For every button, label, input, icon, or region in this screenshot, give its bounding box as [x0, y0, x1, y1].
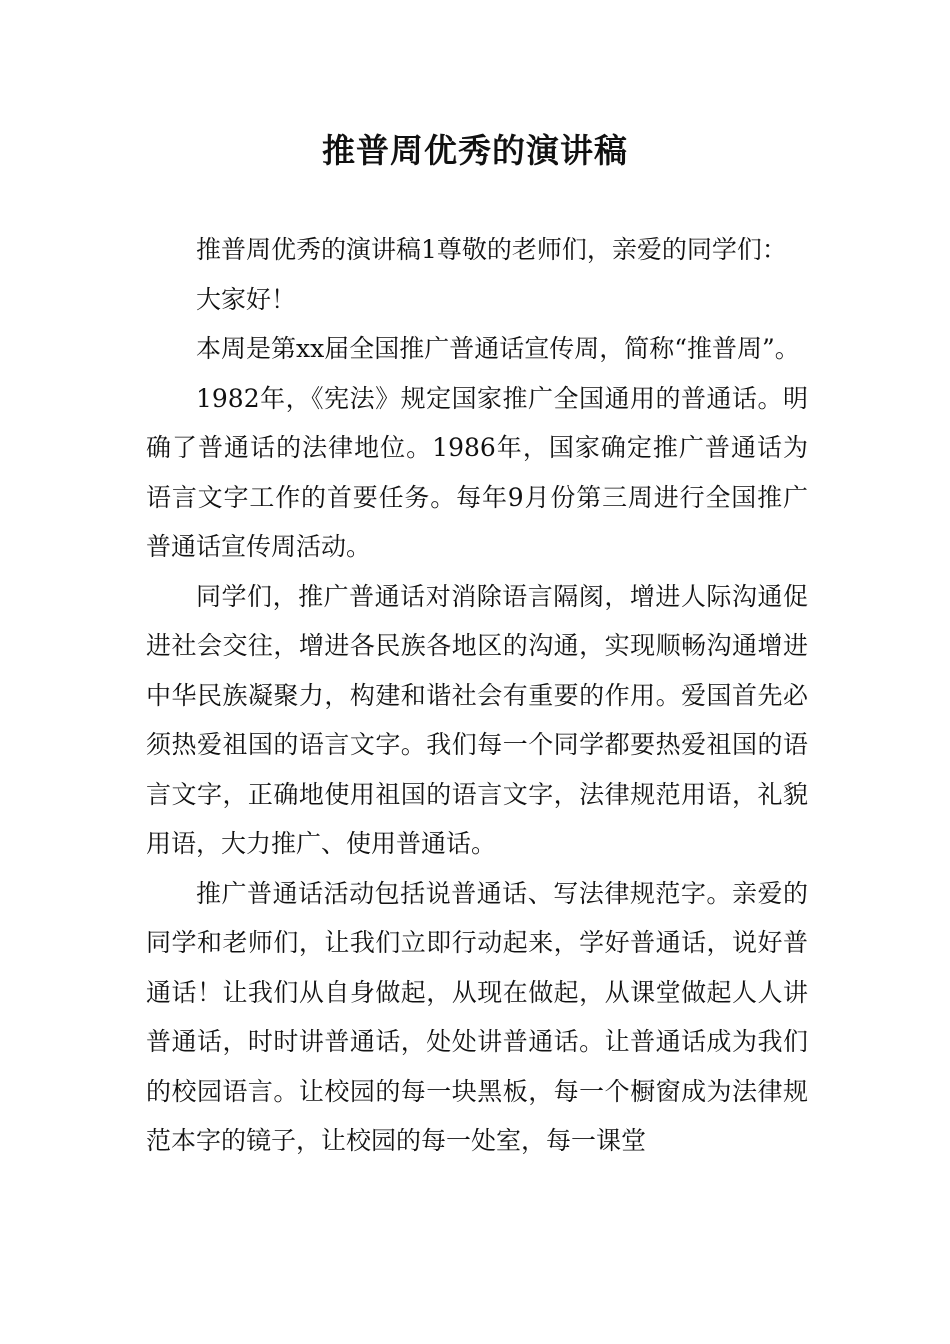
- document-title: 推普周优秀的演讲稿: [322, 131, 628, 170]
- paragraph-history: 1982年，《宪法》规定国家推广全国通用的普通话。明确了普通话的法律地位。1986年，国家确定推广普通话为语言文字工作的首要任务。每年9月份第三周进行全国推广普通话宣传周活动。: [146, 383, 808, 561]
- paragraph-importance: 同学们，推广普通话对消除语言隔阂，增进人际沟通促进社会交往，增进各民族各地区的沟通，实现顺畅沟通增进中华民族凝聚力，构建和谐社会有重要的作用。爱国首先必须热爱祖国的语言文字。我们每一个同学都要热爱祖国的语言文字，正确地使用祖国的语言文字，法律规范用语，礼貌用语，大力推广、使用普通话。: [146, 581, 808, 858]
- paragraph-hello: 大家好！: [196, 284, 297, 314]
- paragraph-call-to-action: 推广普通话活动包括说普通话、写法律规范字。亲爱的同学和老师们，让我们立即行动起来，学好普通话，说好普通话！让我们从自身做起，从现在做起，从课堂做起人人讲普通话，时时讲普通话，处处讲普通话。让普通话成为我们的校园语言。让校园的每一块黑板，每一个橱窗成为法律规范本字的镜子，让校园的每一处室，每一课堂: [146, 878, 808, 1155]
- paragraph-greeting-heading: 推普周优秀的演讲稿1尊敬的老师们，亲爱的同学们：: [196, 235, 787, 264]
- document-body: [146, 225, 808, 1166]
- paragraph-intro: 本周是第xx届全国推广普通话宣传周，简称“推普周”。: [196, 334, 800, 363]
